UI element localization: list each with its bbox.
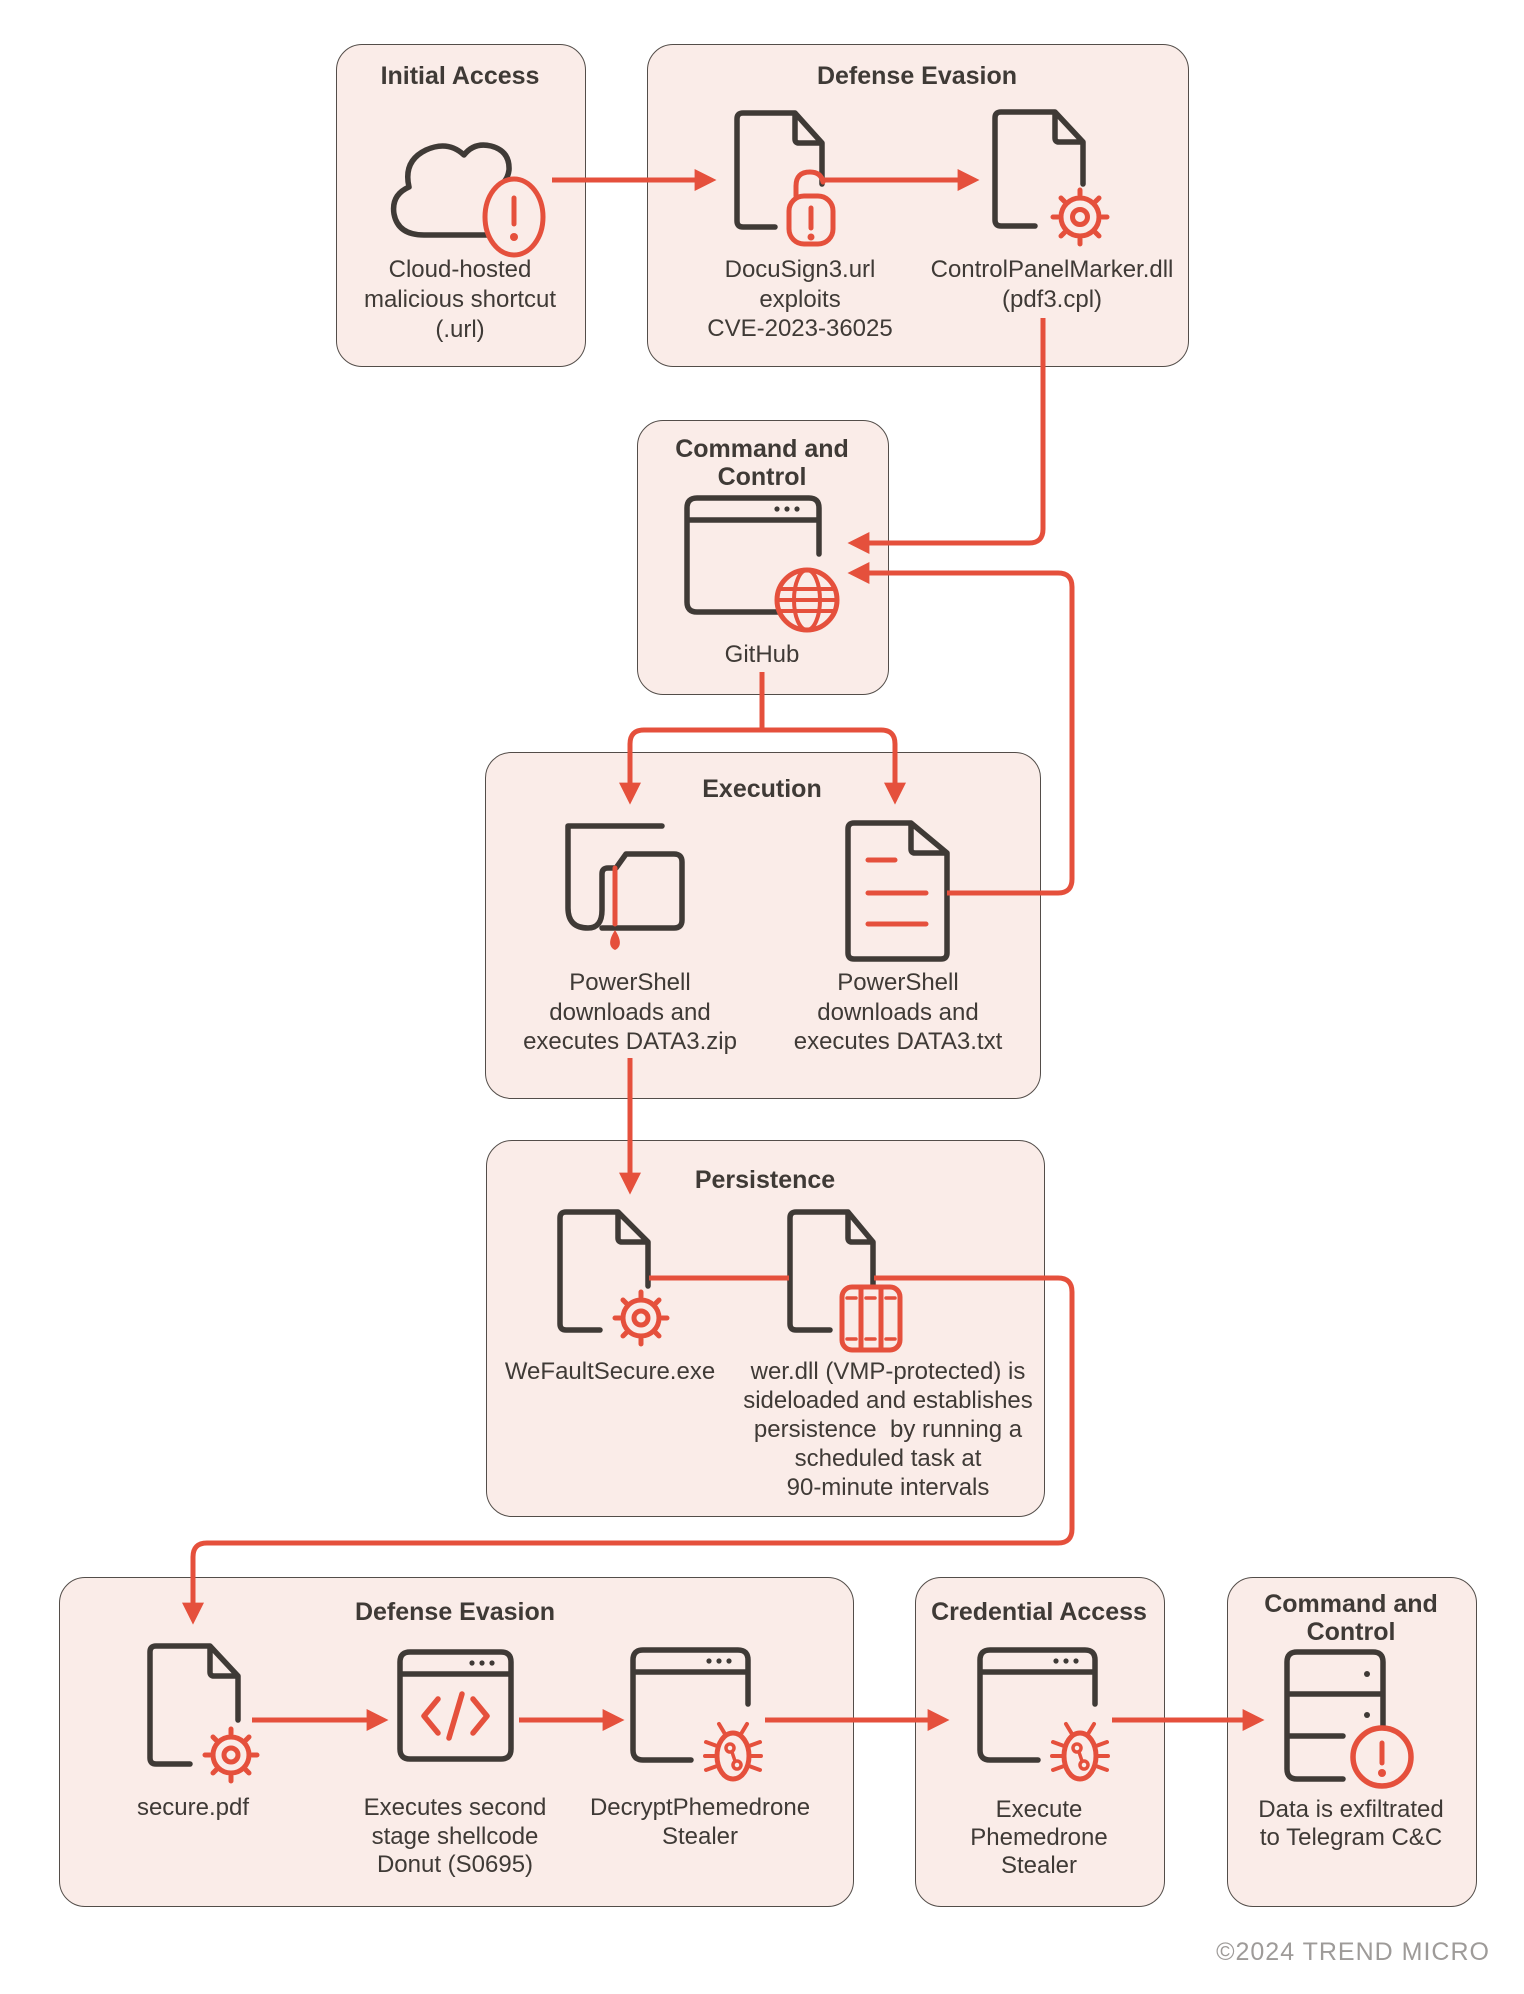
werdll-label-line4: scheduled task at (794, 1445, 982, 1472)
txt-label-line3: executes DATA3.txt (793, 1028, 1003, 1055)
copyright-footer: ©2024 TREND MICRO (1216, 1938, 1490, 1966)
shellcode-label-line1: Executes second (363, 1794, 547, 1821)
stage-title-defense-evasion-bottom: Defense Evasion (354, 1598, 556, 1626)
cloud-label-line3: (.url) (435, 316, 485, 343)
folder-download-icon (558, 816, 698, 966)
file-text-icon (843, 818, 953, 963)
zip-label-line3: executes DATA3.zip (523, 1028, 737, 1055)
stage-title-initial-access: Initial Access (380, 62, 540, 90)
url-doc-label-line2: exploits (759, 286, 841, 313)
stage-title-defense-evasion-top: Defense Evasion (816, 62, 1018, 90)
stage-title-persistence: Persistence (694, 1166, 836, 1194)
stage-title-cc-telegram-line2: Control (1306, 1618, 1396, 1646)
file-library-icon (784, 1206, 914, 1356)
werdll-label-line5: 90-minute intervals (786, 1474, 990, 1501)
werdll-label-line3: persistence by running a (753, 1416, 1023, 1443)
stage-title-cc-telegram-line1: Command and (1264, 1590, 1438, 1618)
cpl-doc-label-line2: (pdf3.cpl) (1001, 286, 1103, 313)
zip-label-line1: PowerShell (569, 969, 691, 996)
telegram-label-line2: to Telegram C&C (1259, 1824, 1443, 1851)
cloud-label-line2: malicious shortcut (363, 286, 557, 313)
txt-label-line1: PowerShell (837, 969, 959, 996)
decrypt-label-line2: Stealer (661, 1823, 739, 1850)
securepdf-label: secure.pdf (136, 1794, 250, 1821)
browser-bug-icon-execute (974, 1642, 1119, 1797)
stage-title-cc-github-line2: Control (717, 463, 807, 491)
decrypt-label-line1: DecryptPhemedrone (589, 1794, 811, 1821)
github-label: GitHub (724, 641, 800, 668)
credaccess-label-line3: Stealer (1000, 1852, 1078, 1879)
telegram-label-line1: Data is exfiltrated (1258, 1796, 1444, 1823)
url-doc-label-line3: CVE-2023-36025 (707, 315, 893, 342)
file-gear-icon (991, 98, 1121, 258)
cpl-doc-label-line1: ControlPanelMarker.dll (930, 256, 1174, 283)
zip-label-line2: downloads and (549, 999, 711, 1026)
url-doc-label-line1: DocuSign3.url (724, 256, 876, 283)
browser-bug-icon-decrypt (627, 1642, 772, 1797)
stage-title-credential-access: Credential Access (931, 1598, 1147, 1626)
wefault-label: WeFaultSecure.exe (504, 1358, 716, 1385)
cloud-label-line1: Cloud-hosted (388, 256, 532, 283)
credaccess-label-line2: Phemedrone (970, 1824, 1108, 1851)
stage-title-cc-github-line1: Command and (675, 435, 849, 463)
file-gear-icon-wefault (554, 1206, 679, 1356)
browser-code-icon (394, 1644, 519, 1769)
werdll-label-line2: sideloaded and establishes (743, 1387, 1033, 1414)
server-alert-icon (1281, 1644, 1421, 1794)
credaccess-label-line1: Execute (995, 1796, 1083, 1823)
shellcode-label-line3: Donut (S0695) (376, 1851, 534, 1878)
shellcode-label-line2: stage shellcode (371, 1823, 539, 1850)
txt-label-line2: downloads and (817, 999, 979, 1026)
file-unlock-alert-icon (733, 100, 848, 260)
werdll-label-line1: wer.dll (VMP-protected) is (750, 1358, 1026, 1385)
cloud-alert-icon (381, 116, 556, 271)
stage-title-execution: Execution (702, 775, 822, 803)
file-gear-icon-securepdf (144, 1638, 269, 1793)
browser-globe-icon (681, 490, 851, 645)
